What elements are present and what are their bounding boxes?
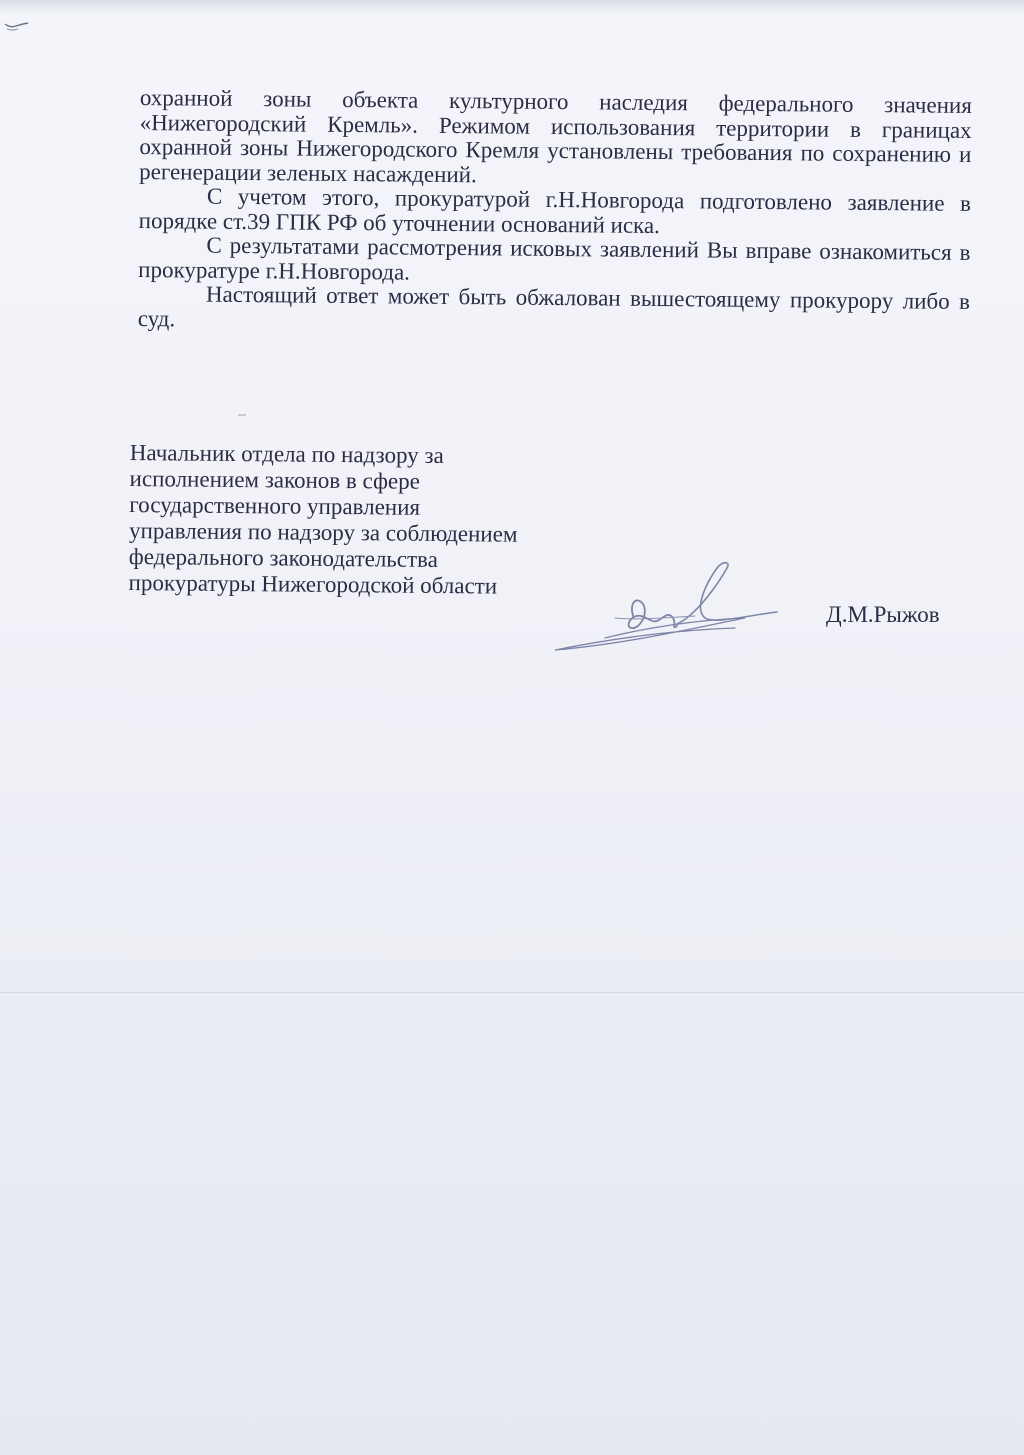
paragraph-2: С учетом этого, прокуратурой г.Н.Новгорода подготовлено заявление в порядке ст.39 ГПК РФ об уточнении оснований иска.: [138, 183, 972, 238]
paragraph-3: С результатами рассмотрения исковых заявлений Вы вправе ознакомиться в прокуратуре г.Н.Новгорода.: [138, 232, 971, 285]
paragraph-4: Настоящий ответ может быть обжалован вышестоящему прокурору либо в суд.: [137, 281, 971, 331]
paper-corner-mark: [4, 20, 30, 34]
position-line: исполнением законов в сфере: [129, 465, 421, 494]
position-line: управления по надзору за соблюдением: [129, 517, 518, 547]
position-line: государственного управления: [129, 491, 421, 520]
paper-speck: [238, 414, 246, 416]
paragraph-1: охранной зоны объекта культурного наследия федерального значения «Нижегородский Кремль». Режимом использования территории в границах охранной зоны Нижегородского Кремля установлены требования по сохранению и регенерации зеленых насаждений.: [139, 85, 972, 187]
signer-position: [129, 440, 590, 600]
letter-body: [138, 86, 972, 339]
handwritten-signature: [545, 558, 795, 658]
signer-name: Д.М.Рыжов: [826, 602, 940, 627]
paper-top-edge: [0, 0, 1024, 14]
position-line: Начальник отдела по надзору за: [129, 440, 444, 469]
paper-fold-line: [0, 992, 1024, 995]
position-line: федерального законодательства: [128, 543, 439, 572]
position-line: прокуратуры Нижегородской области: [128, 569, 498, 599]
